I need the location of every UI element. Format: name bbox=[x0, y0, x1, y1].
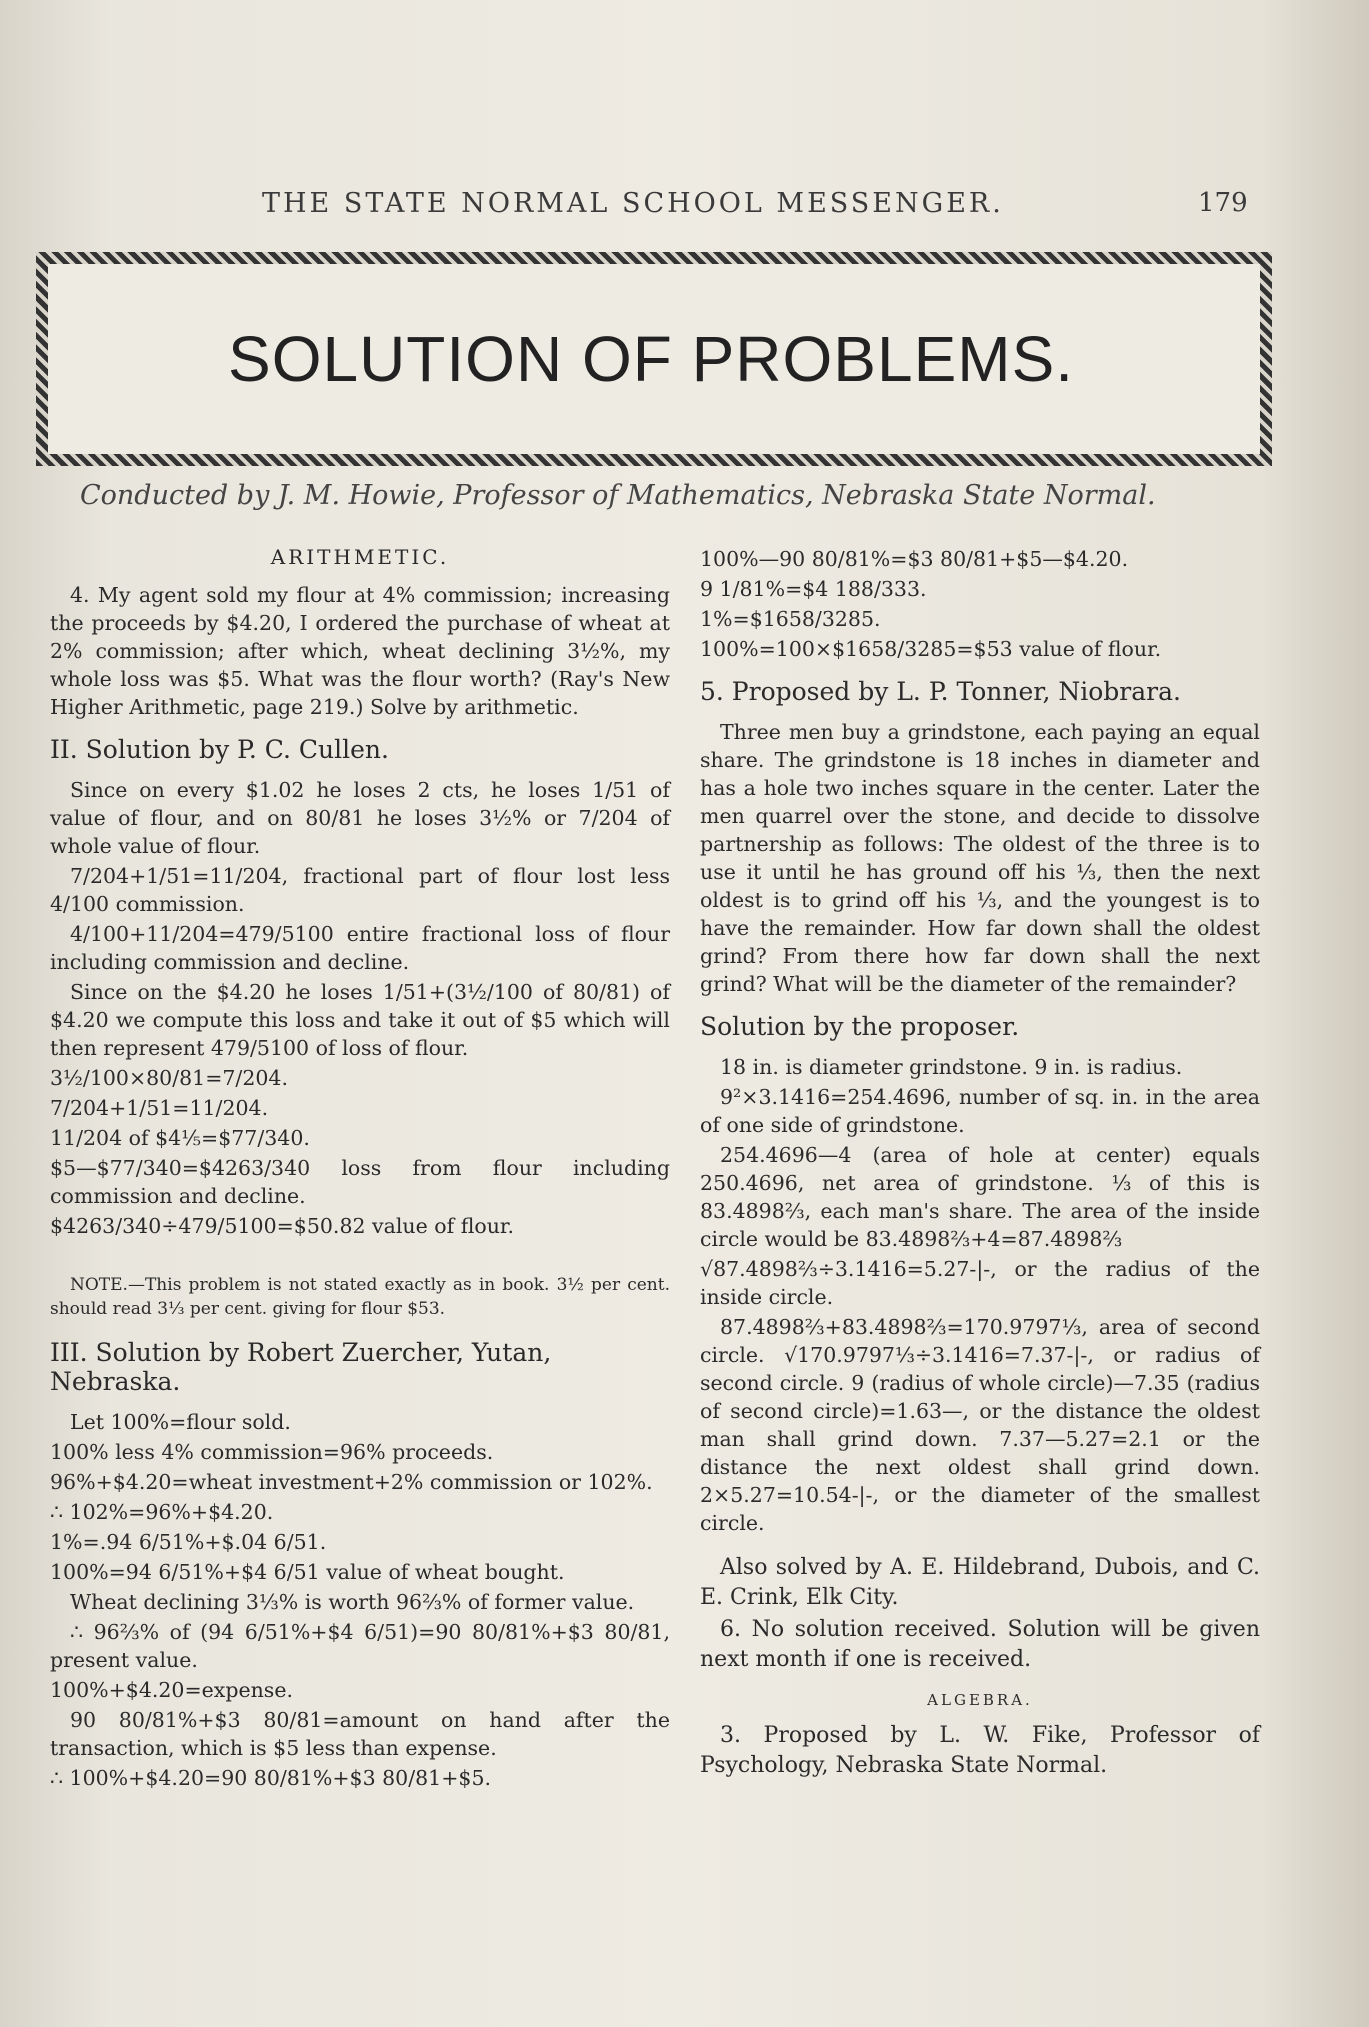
problem-5: Three men buy a grindstone, each paying an equal share. The grindstone is 18 inches in diameter and has a hole two inches square in the center. Later the men quarrel over the stone, and decide to dissolve partnership as follows: The oldest of the three is to use it until he has ground off his ⅓, then the next oldest is to grind off his ⅓, and the youngest is to have the remainder. How far down shall the oldest grind? From there how far down shall the next grind? What will be the diameter of the remainder? bbox=[700, 720, 1260, 996]
solution-3-line: Wheat declining 3⅓% is worth 96⅔% of former value. bbox=[70, 1590, 635, 1614]
problem-3: 3. Proposed by L. W. Fike, Professor of Psychology, Nebraska State Normal. bbox=[700, 1723, 1260, 1778]
proposer-solution-line: √87.4898⅔÷3.1416=5.27-|-, or the radius of the inside circle. bbox=[700, 1257, 1260, 1309]
proposer-solution-title: Solution by the proposer. bbox=[700, 1012, 1020, 1041]
solution-3-title: III. Solution by Robert Zuercher, Yutan, Nebraska. bbox=[50, 1338, 552, 1396]
conducted-by: Conducted by J. M. Howie, Professor of Mathematics, Nebraska State Normal. bbox=[80, 480, 1156, 511]
note: NOTE.—This problem is not stated exactly as in book. 3½ per cent. should read 3⅓ per cent. giving for flour $53. bbox=[50, 1275, 670, 1319]
page-number: 179 bbox=[1198, 188, 1248, 218]
solution-2-line: Since on the $4.20 he loses 1/51+(3½/100 of 80/81) of $4.20 we compute this loss and take it out of $5 which will then represent 479/5100 of loss of flour. bbox=[50, 980, 670, 1060]
left-column bbox=[50, 545, 670, 1794]
section-heading-algebra: ALGEBRA. bbox=[927, 1691, 1033, 1709]
solution-3-line: 96%+$4.20=wheat investment+2% commission or 102%. bbox=[50, 1470, 653, 1494]
proposer-solution-line: 18 in. is diameter grindstone. 9 in. is radius. bbox=[720, 1055, 1183, 1079]
solution-3-line: 1%=.94 6/51%+$.04 6/51. bbox=[50, 1530, 327, 1554]
problem-5-title: 5. Proposed by L. P. Tonner, Niobrara. bbox=[700, 677, 1181, 706]
solution-3-line: 90 80/81%+$3 80/81=amount on hand after the transaction, which is $5 less than expense. bbox=[50, 1708, 670, 1760]
solution-2-line: 7/204+1/51=11/204. bbox=[50, 1096, 269, 1120]
problem-4: 4. My agent sold my flour at 4% commission; increasing the proceeds by $4.20, I ordered the purchase of wheat at 2% commission; after which, wheat declining 3½%, my whole loss was $5. What was the flour worth? (Ray's New Higher Arithmetic, page 219.) Solve by arithmetic. bbox=[50, 583, 670, 719]
solution-2-line: $4263/340÷479/5100=$50.82 value of flour. bbox=[50, 1214, 514, 1238]
solution-3-line: ∴ 96⅔% of (94 6/51%+$4 6/51)=90 80/81%+$3 80/81, present value. bbox=[50, 1620, 670, 1672]
problem-6: 6. No solution received. Solution will be given next month if one is received. bbox=[700, 1617, 1260, 1672]
solution-2-line: 3½/100×80/81=7/204. bbox=[50, 1066, 288, 1090]
continued-line: 1%=$1658/3285. bbox=[700, 607, 881, 631]
solution-3-line: Let 100%=flour sold. bbox=[70, 1410, 291, 1434]
also-solved: Also solved by A. E. Hildebrand, Dubois, and C. E. Crink, Elk City. bbox=[700, 1555, 1260, 1610]
continued-line: 9 1/81%=$4 188/333. bbox=[700, 577, 927, 601]
proposer-solution-line: 254.4696—4 (area of hole at center) equals 250.4696, net area of grindstone. ⅓ of this is 83.4898⅔, each man's share. The area of the inside circle would be 83.4898⅔+4=87.4898⅔ bbox=[700, 1143, 1260, 1251]
proposer-solution-line: 9²×3.1416=254.4696, number of sq. in. in the area of one side of grindstone. bbox=[700, 1085, 1260, 1137]
continued-line: 100%=100×$1658/3285=$53 value of flour. bbox=[700, 637, 1162, 661]
solution-2-line: 7/204+1/51=11/204, fractional part of flour lost less 4/100 commission. bbox=[50, 864, 670, 916]
journal-title: THE STATE NORMAL SCHOOL MESSENGER. bbox=[262, 188, 1004, 219]
solution-3-line: 100%=94 6/51%+$4 6/51 value of wheat bought. bbox=[50, 1560, 565, 1584]
solution-3-line: ∴ 100%+$4.20=90 80/81%+$3 80/81+$5. bbox=[50, 1766, 492, 1790]
solution-3-line: 100%+$4.20=expense. bbox=[50, 1678, 293, 1702]
section-heading-arithmetic: ARITHMETIC. bbox=[270, 545, 450, 569]
solution-2-line: 4/100+11/204=479/5100 entire fractional loss of flour including commission and decline. bbox=[50, 922, 670, 974]
solution-2-title: II. Solution by P. C. Cullen. bbox=[50, 735, 389, 764]
solution-3-line: ∴ 102%=96%+$4.20. bbox=[50, 1500, 274, 1524]
title-banner bbox=[36, 252, 1272, 466]
banner-title: SOLUTION OF PROBLEMS. bbox=[228, 323, 1075, 395]
solution-2-line: Since on every $1.02 he loses 2 cts, he loses 1/51 of value of flour, and on 80/81 he loses 3½% or 7/204 of whole value of flour. bbox=[50, 778, 670, 858]
solution-3-line: 100% less 4% commission=96% proceeds. bbox=[50, 1440, 494, 1464]
right-column bbox=[700, 545, 1260, 1783]
running-header bbox=[0, 188, 1369, 228]
solution-2-line: $5—$77/340=$4263/340 loss from flour including commission and decline. bbox=[50, 1156, 670, 1208]
proposer-solution-line: 87.4898⅔+83.4898⅔=170.9797⅓, area of second circle. √170.9797⅓÷3.1416=7.37-|-, or radius of second circle. 9 (radius of whole circle)—7.35 (radius of second circle)=1.63—, or the distance the oldest man shall grind down. 7.37—5.27=2.1 or the distance the next oldest shall grind down. 2×5.27=10.54-|-, or the diameter of the smallest circle. bbox=[700, 1315, 1260, 1535]
continued-line: 100%—90 80/81%=$3 80/81+$5—$4.20. bbox=[700, 547, 1129, 571]
solution-2-line: 11/204 of $4⅕=$77/340. bbox=[50, 1126, 310, 1150]
